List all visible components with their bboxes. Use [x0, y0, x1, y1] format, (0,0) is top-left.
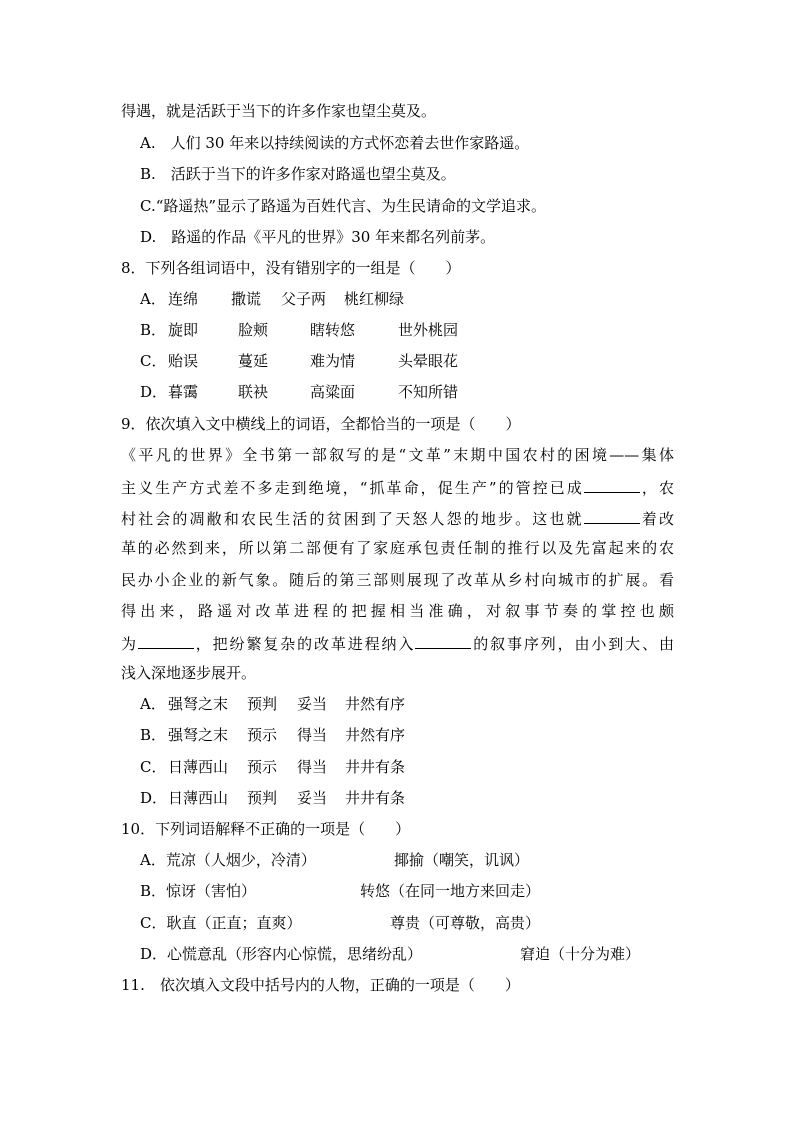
answer-blank-3 — [138, 632, 194, 649]
q9-passage-line-8: 浅入深地逐步展开。 — [121, 664, 257, 682]
q9-stem: 9．依次填入文中横线上的词语，全都恰当的一项是（ ） — [121, 415, 521, 433]
q9-passage-line-5: 民办小企业的新气象。随后的第三部则展现了改革从乡村向城市的扩展。看 — [121, 571, 674, 589]
q7-option-a: A. 人们 30 年来以持续阅读的方式怀恋着去世作家路遥。 — [140, 134, 530, 152]
q9-passage-line-6: 得出来，路遥对改革进程的把握相当准确，对叙事节奏的掌控也颇 — [121, 602, 674, 620]
q7-option-b: B. 活跃于当下的许多作家对路遥也望尘莫及。 — [140, 165, 456, 183]
q7-option-d: D. 路遥的作品《平凡的世界》30 年来都名列前茅。 — [140, 228, 496, 246]
q9-option-c: C． 日薄西山 预示 得当 井井有条 — [140, 758, 406, 776]
q8-option-d: D． 暮霭 联袂 高粱面 不知所错 — [140, 383, 459, 401]
q8-option-a: A． 连绵 撒谎 父子两 桃红柳绿 — [140, 290, 405, 308]
intro-line: 得遇，就是活跃于当下的许多作家也望尘莫及。 — [121, 102, 437, 120]
answer-blank-2 — [584, 507, 640, 524]
q10-option-d: D．心慌意乱（形容内心惊慌，思绪纷乱） 窘迫（十分为难） — [140, 945, 641, 963]
q9-option-a: A． 强弩之末 预判 妥当 井然有序 — [140, 695, 406, 713]
q9-option-b: B． 强弩之末 预示 得当 井然有序 — [140, 726, 406, 744]
q11-stem: 11. 依次填入文段中括号内的人物，正确的一项是（ ） — [121, 976, 520, 994]
q8-option-b: B． 旋即 脸颊 瞎转悠 世外桃园 — [140, 321, 459, 339]
q7-option-c: C.“路遥热”显示了路遥为百姓代言、为生民请命的文学追求。 — [140, 197, 547, 215]
q8-stem: 8．下列各组词语中，没有错别字的一组是（ ） — [121, 259, 461, 277]
q9-passage-line-2: 主义生产方式差不多走到绝境，“抓革命，促生产”的管控已成 ，农 — [121, 476, 674, 498]
q9-passage-line-3: 村社会的凋敝和农民生活的贫困到了天怒人怨的地步。这也就 着改 — [121, 507, 674, 529]
q10-option-a: A．荒凉（人烟少，冷清） 揶揄（嘲笑，讥讽） — [140, 851, 530, 869]
q8-option-c: C． 贻误 蔓延 难为情 头晕眼花 — [140, 352, 459, 370]
q9-passage-line-4: 革的必然到来，所以第二部便有了家庭承包责任制的推行以及先富起来的农 — [121, 539, 674, 557]
q9-passage-line-1: 《平凡的世界》全书第一部叙写的是“文革”末期中国农村的困境——集体 — [121, 446, 674, 464]
q10-option-b: B．惊讶（害怕） 转悠（在同一地方来回走） — [140, 882, 541, 900]
q9-passage-line-7: 为 ，把纷繁复杂的改革进程纳入 的叙事序列，由小到大、由 — [121, 632, 674, 654]
q9-option-d: D． 日薄西山 预判 妥当 井井有条 — [140, 789, 406, 807]
q10-option-c: C．耿直（正直；直爽） 尊贵（可尊敬，高贵） — [140, 914, 541, 932]
q10-stem: 10．下列词语解释不正确的一项是（ ） — [121, 820, 411, 838]
answer-blank-1 — [584, 476, 640, 493]
answer-blank-4 — [415, 632, 471, 649]
